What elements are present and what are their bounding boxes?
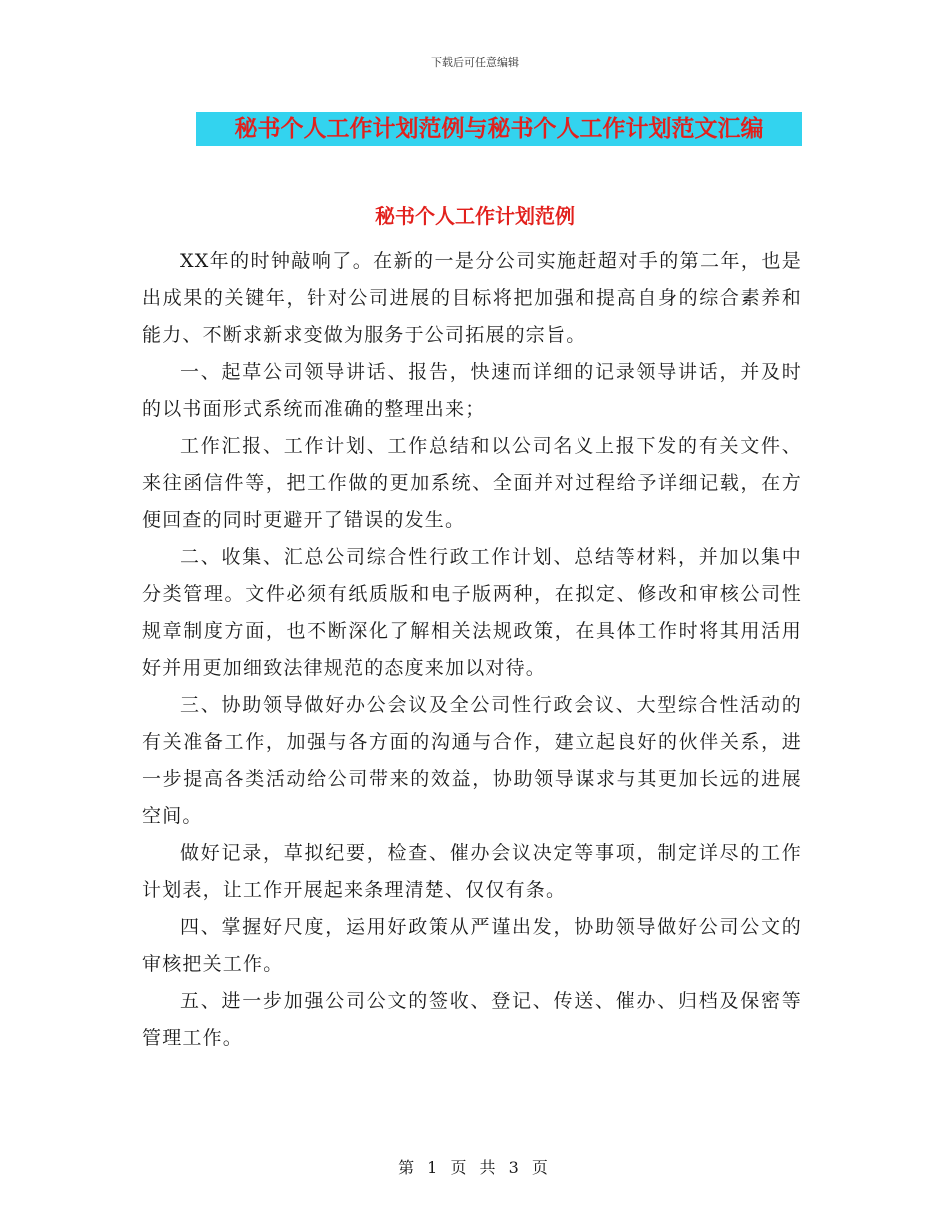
paragraph: 工作汇报、工作计划、工作总结和以公司名义上报下发的有关文件、来往函信件等，把工作做的更加系统、全面并对过程给予详细记载，在方便回查的同时更避开了错误的发生。 (142, 435, 802, 531)
paragraph: 做好记录，草拟纪要，检查、催办会议决定等事项，制定详尽的工作计划表，让工作开展起来条理清楚、仅仅有条。 (142, 842, 802, 901)
document-title: 秘书个人工作计划范例与秘书个人工作计划范文汇编 (196, 112, 802, 146)
paragraph: 三、协助领导做好办公会议及全公司性行政会议、大型综合性活动的有关准备工作，加强与各方面的沟通与合作，建立起良好的伙伴关系，进一步提高各类活动给公司带来的效益，协助领导谋求与其更加长远的进展空间。 (142, 694, 802, 827)
paragraph: 一、起草公司领导讲话、报告，快速而详细的记录领导讲话，并及时的以书面形式系统而准确的整理出来； (142, 361, 802, 420)
paragraph: 四、掌握好尺度，运用好政策从严谨出发，协助领导做好公司公文的审核把关工作。 (142, 916, 802, 975)
paragraph: 五、进一步加强公司公文的签收、登记、传送、催办、归档及保密等管理工作。 (142, 990, 802, 1049)
header-note: 下载后可任意编辑 (431, 56, 519, 69)
page-footer: 第 1 页 共 3 页 (398, 1158, 552, 1177)
paragraph: 二、收集、汇总公司综合性行政工作计划、总结等材料，并加以集中分类管理。文件必须有纸质版和电子版两种，在拟定、修改和审核公司性规章制度方面，也不断深化了解相关法规政策，在具体工作时将其用活用好并用更加细致法律规范的态度来加以对待。 (142, 546, 802, 679)
document-body (142, 243, 802, 1057)
section-title: 秘书个人工作计划范例 (375, 204, 575, 228)
paragraph: XX年的时钟敲响了。在新的一是分公司实施赶超对手的第二年，也是出成果的关键年，针对公司进展的目标将把加强和提高自身的综合素养和能力、不断求新求变做为服务于公司拓展的宗旨。 (142, 250, 802, 346)
